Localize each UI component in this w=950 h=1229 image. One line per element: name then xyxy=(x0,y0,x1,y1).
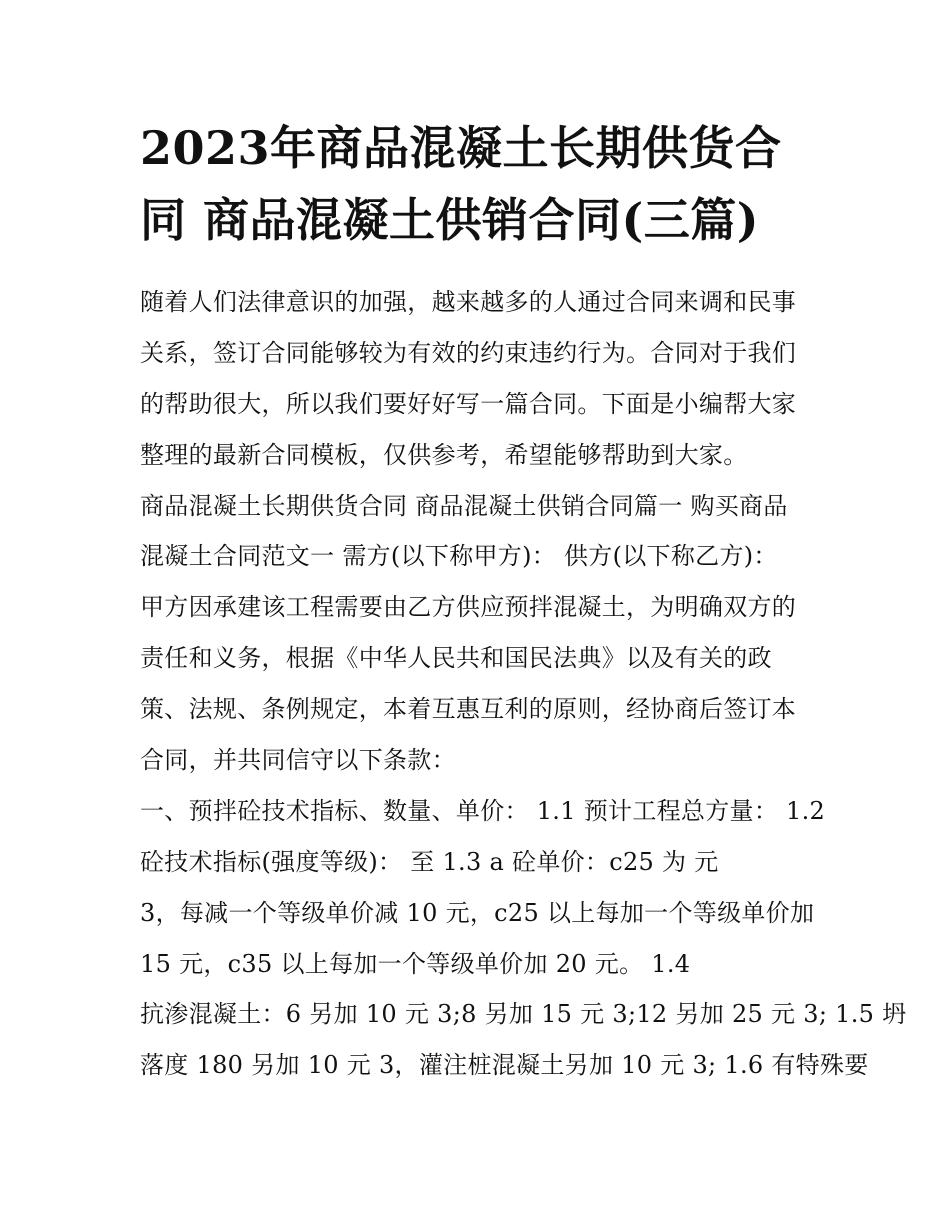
body-line-3: 的帮助很大，所以我们要好好写一篇合同。下面是小编帮大家 xyxy=(140,389,797,418)
body-line-5: 商品混凝土长期供货合同 商品混凝土供销合同篇一 购买商品 xyxy=(140,491,788,520)
body-line-6: 混凝土合同范文一 需方(以下称甲方)： 供方(以下称乙方)： xyxy=(140,542,778,571)
body-line-14: 15 元，c35 以上每加一个等级单价加 20 元。 1.4 xyxy=(140,949,691,978)
body-line-11: 一、预拌砼技术指标、数量、单价： 1.1 预计工程总方量： 1.2 xyxy=(140,796,826,825)
body-line-10: 合同，并共同信守以下条款： xyxy=(140,746,456,775)
body-line-15: 抗渗混凝土：6 另加 10 元 3;8 另加 15 元 3;12 另加 25 元 3; 1.5 坍 xyxy=(140,1000,907,1029)
body-line-16: 落度 180 另加 10 元 3，灌注桩混凝土另加 10 元 3; 1.6 有特殊要 xyxy=(140,1051,869,1080)
title-line-1: 2023年商品混凝土长期供货合 xyxy=(140,121,782,175)
body-line-13: 3，每减一个等级单价减 10 元，c25 以上每加一个等级单价加 xyxy=(140,898,815,927)
body-line-8: 责任和义务，根据《中华人民共和国民法典》以及有关的政 xyxy=(140,644,772,673)
body-line-1: 随着人们法律意识的加强，越来越多的人通过合同来调和民事 xyxy=(140,288,797,316)
body-line-7: 甲方因承建该工程需要由乙方供应预拌混凝土，为明确双方的 xyxy=(140,593,797,622)
title-line-2: 同 商品混凝土供销合同(三篇) xyxy=(140,193,760,247)
document-body xyxy=(140,277,907,1091)
body-line-12: 砼技术指标(强度等级)： 至 1.3 a 砼单价：c25 为 元 xyxy=(140,847,719,876)
document-title xyxy=(140,112,820,256)
body-line-9: 策、法规、条例规定，本着互惠互利的原则，经协商后签订本 xyxy=(140,695,797,724)
body-line-4: 整理的最新合同模板，仅供参考，希望能够帮助到大家。 xyxy=(140,440,748,469)
body-line-2: 关系，签订合同能够较为有效的约束违约行为。合同对于我们 xyxy=(140,338,797,367)
